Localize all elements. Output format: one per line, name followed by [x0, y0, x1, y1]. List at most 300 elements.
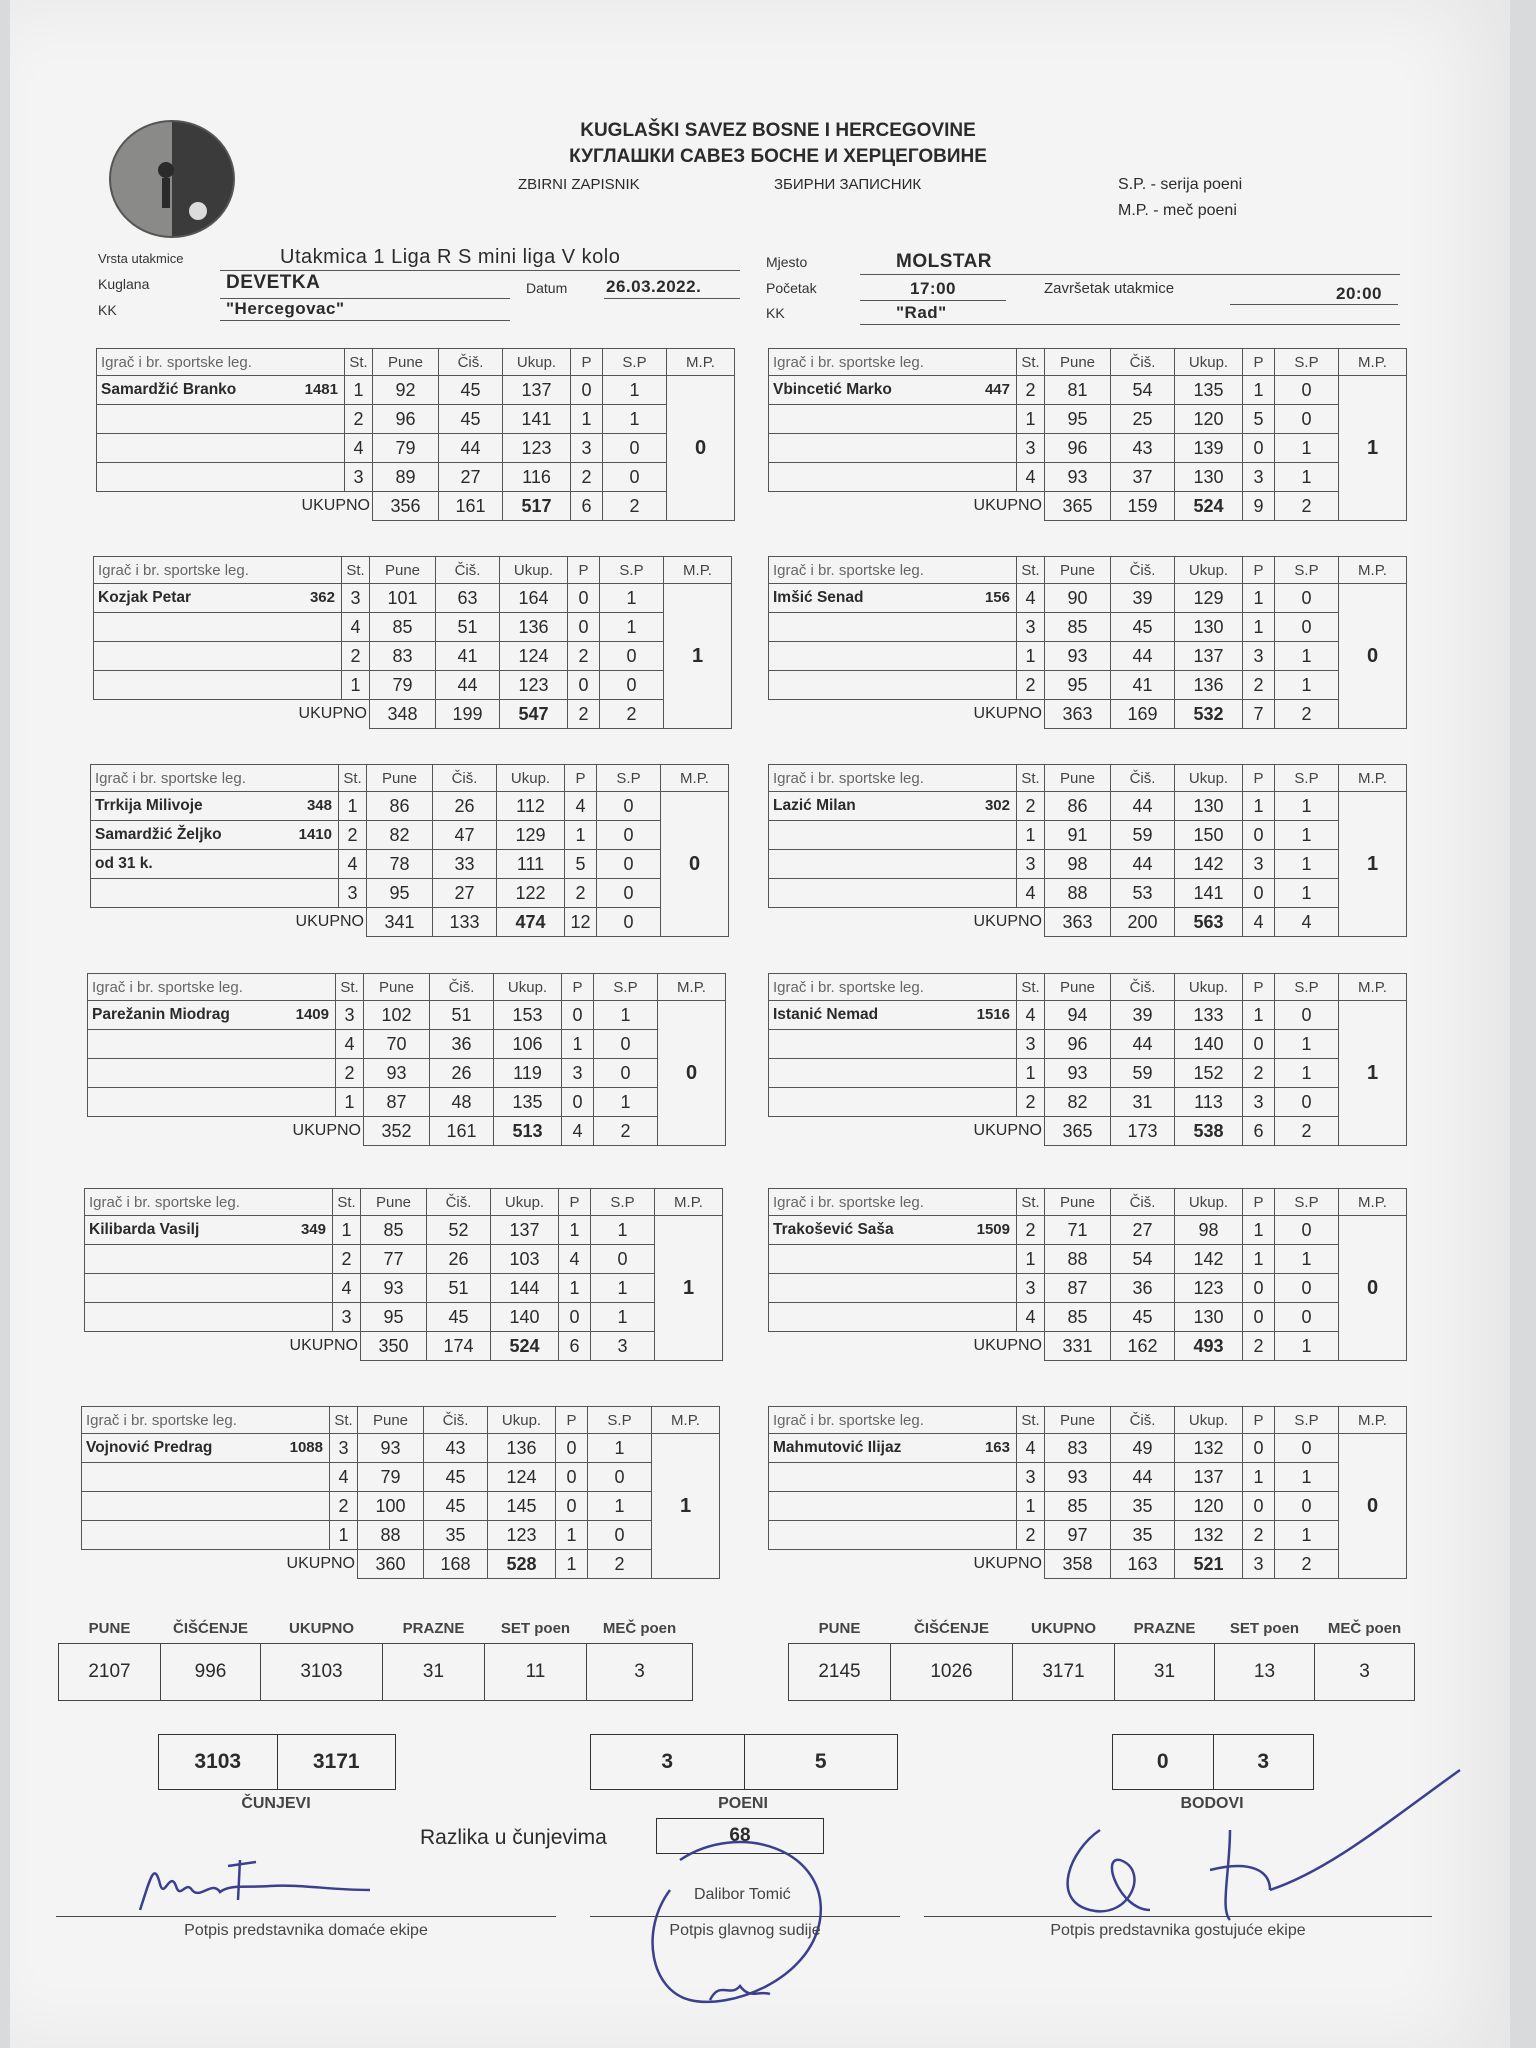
cell-ukupno: 140	[1175, 1030, 1243, 1059]
table-row	[85, 1216, 723, 1245]
total-pune: 352	[364, 1117, 430, 1146]
total-set-poen: 2	[1275, 1117, 1339, 1146]
cell-prazne: 0	[562, 1001, 594, 1030]
cell-ukupno: 142	[1175, 1245, 1243, 1274]
cell-lane: 2	[345, 405, 373, 434]
cell-set-poen: 1	[1275, 850, 1339, 879]
cell-set-poen: 1	[1275, 879, 1339, 908]
ukupno-label: UKUPNO	[769, 700, 1045, 729]
cell-pune: 79	[358, 1463, 424, 1492]
player-name-cell	[94, 671, 342, 700]
table-row	[97, 434, 735, 463]
cell-ukupno: 123	[1175, 1274, 1243, 1303]
cell-set-poen: 0	[591, 1245, 655, 1274]
cell-set-poen: 0	[1275, 1492, 1339, 1521]
match-point: 0	[667, 376, 735, 521]
kk-home-label: KK	[98, 302, 117, 318]
cell-set-poen: 1	[588, 1492, 652, 1521]
column-header-ukup: Ukup.	[491, 1189, 559, 1216]
table-row	[769, 1434, 1407, 1463]
zavrsetak-value: 20:00	[1336, 284, 1382, 303]
total-ukupno: 563	[1175, 908, 1243, 937]
cell-pune: 85	[370, 613, 436, 642]
cell-pune: 88	[1045, 1245, 1111, 1274]
cell-ciscenje: 51	[427, 1274, 491, 1303]
datum-label: Datum	[526, 280, 568, 296]
cell-set-poen: 0	[1275, 1303, 1339, 1332]
cell-prazne: 1	[1243, 1245, 1275, 1274]
column-header-cis: Čiš.	[1111, 765, 1175, 792]
cell-lane: 3	[1017, 434, 1045, 463]
away-player-table-3	[768, 764, 1407, 937]
away-sum-ciscenje: 1026	[891, 1644, 1013, 1701]
home-sum-prazne: 31	[383, 1644, 485, 1701]
cell-ciscenje: 41	[436, 642, 500, 671]
cell-prazne: 0	[1243, 434, 1275, 463]
cell-prazne: 3	[1243, 850, 1275, 879]
away-team: "Rad"	[896, 303, 947, 322]
column-header-player: Igrač i br. sportske leg.	[769, 765, 1017, 792]
cell-lane: 1	[339, 792, 367, 821]
player-name-cell	[769, 434, 1017, 463]
sum-head-ciscenje: ČIŠĆENJE	[913, 1620, 990, 1637]
bodovi-away: 3	[1213, 1735, 1314, 1789]
player-name-cell	[91, 821, 339, 850]
column-header-ukup: Ukup.	[1175, 1407, 1243, 1434]
cell-ukupno: 150	[1175, 821, 1243, 850]
subtitle-cyrillic: ЗБИРНИ ЗАПИСНИК	[774, 176, 922, 193]
cell-lane: 4	[1017, 1434, 1045, 1463]
column-header-p: P	[1243, 1189, 1275, 1216]
total-row	[85, 1332, 723, 1361]
table-row	[82, 1434, 720, 1463]
cell-set-poen: 1	[1275, 463, 1339, 492]
cell-ciscenje: 35	[1111, 1521, 1175, 1550]
cell-prazne: 0	[556, 1463, 588, 1492]
column-header-st: St.	[1017, 974, 1045, 1001]
total-prazne: 4	[1243, 908, 1275, 937]
column-header-pune: Pune	[370, 557, 436, 584]
column-header-pune: Pune	[361, 1189, 427, 1216]
table-row	[769, 1001, 1407, 1030]
cell-ciscenje: 39	[1111, 584, 1175, 613]
legend-mp: M.P. - meč poeni	[1118, 202, 1237, 219]
cell-pune: 100	[358, 1492, 424, 1521]
player-name-cell	[97, 376, 345, 405]
cell-prazne: 1	[556, 1521, 588, 1550]
cell-lane: 1	[1017, 405, 1045, 434]
player-name-cell	[88, 1001, 336, 1030]
cell-ukupno: 164	[500, 584, 568, 613]
poeni-box	[590, 1734, 898, 1790]
column-header-player: Igrač i br. sportske leg.	[769, 349, 1017, 376]
cell-ciscenje: 31	[1111, 1088, 1175, 1117]
column-header-cis: Čiš.	[439, 349, 503, 376]
total-row	[769, 492, 1407, 521]
cell-lane: 4	[342, 613, 370, 642]
cell-ciscenje: 44	[1111, 792, 1175, 821]
license-number: 1516	[976, 1006, 1010, 1023]
total-ukupno: 547	[500, 700, 568, 729]
cell-prazne: 1	[565, 821, 597, 850]
cell-ciscenje: 44	[439, 434, 503, 463]
column-header-st: St.	[333, 1189, 361, 1216]
column-header-p: P	[565, 765, 597, 792]
table-row	[91, 850, 729, 879]
total-ukupno: 493	[1175, 1332, 1243, 1361]
cell-prazne: 3	[562, 1059, 594, 1088]
column-header-p: P	[1243, 765, 1275, 792]
table-row	[94, 642, 732, 671]
ukupno-label: UKUPNO	[769, 908, 1045, 937]
cell-prazne: 0	[571, 376, 603, 405]
total-pune: 331	[1045, 1332, 1111, 1361]
cell-lane: 1	[342, 671, 370, 700]
license-number: 1088	[289, 1439, 323, 1456]
column-header-cis: Čiš.	[1111, 557, 1175, 584]
total-ukupno: 521	[1175, 1550, 1243, 1579]
cell-prazne: 1	[1243, 1001, 1275, 1030]
cell-set-poen: 0	[1275, 1216, 1339, 1245]
cell-ciscenje: 45	[1111, 1303, 1175, 1332]
cell-set-poen: 0	[603, 434, 667, 463]
cell-ukupno: 152	[1175, 1059, 1243, 1088]
table-row	[769, 613, 1407, 642]
cell-ciscenje: 41	[1111, 671, 1175, 700]
total-ukupno: 474	[497, 908, 565, 937]
sum-head-mec: MEČ poen	[602, 1620, 677, 1637]
player-name-cell	[769, 642, 1017, 671]
total-ukupno: 528	[488, 1550, 556, 1579]
cell-prazne: 1	[559, 1274, 591, 1303]
cell-set-poen: 1	[603, 405, 667, 434]
column-header-ukup: Ukup.	[1175, 974, 1243, 1001]
cell-lane: 4	[333, 1274, 361, 1303]
column-header-sp: S.P	[594, 974, 658, 1001]
cell-ciscenje: 45	[424, 1463, 488, 1492]
table-row	[769, 1463, 1407, 1492]
total-ciscenje: 161	[439, 492, 503, 521]
cell-ciscenje: 45	[1111, 613, 1175, 642]
player-name-cell	[91, 879, 339, 908]
cell-prazne: 0	[568, 613, 600, 642]
column-header-ukup: Ukup.	[1175, 1189, 1243, 1216]
cell-lane: 4	[330, 1463, 358, 1492]
cell-lane: 2	[1017, 1216, 1045, 1245]
total-row	[769, 700, 1407, 729]
sum-head-pune: PUNE	[88, 1620, 131, 1637]
player-name-cell	[769, 405, 1017, 434]
cell-prazne: 1	[1243, 1463, 1275, 1492]
home-summary-table	[58, 1620, 693, 1701]
cell-set-poen: 1	[588, 1434, 652, 1463]
cell-pune: 90	[1045, 584, 1111, 613]
total-set-poen: 2	[600, 700, 664, 729]
cell-lane: 2	[333, 1245, 361, 1274]
table-row	[769, 1492, 1407, 1521]
cell-ukupno: 137	[1175, 1463, 1243, 1492]
column-header-cis: Čiš.	[424, 1407, 488, 1434]
away-player-table-5	[768, 1188, 1407, 1361]
away-signature-line	[924, 1916, 1432, 1917]
cell-ukupno: 137	[1175, 642, 1243, 671]
player-name-cell	[769, 821, 1017, 850]
column-header-ukup: Ukup.	[497, 765, 565, 792]
column-header-pune: Pune	[1045, 765, 1111, 792]
cell-pune: 89	[373, 463, 439, 492]
column-header-ukup: Ukup.	[503, 349, 571, 376]
column-header-player: Igrač i br. sportske leg.	[94, 557, 342, 584]
cell-lane: 1	[1017, 1245, 1045, 1274]
cell-pune: 93	[358, 1434, 424, 1463]
cell-ciscenje: 51	[430, 1001, 494, 1030]
total-pune: 348	[370, 700, 436, 729]
cell-prazne: 4	[559, 1245, 591, 1274]
cell-pune: 93	[361, 1274, 427, 1303]
total-ukupno: 513	[494, 1117, 562, 1146]
column-header-sp: S.P	[1275, 1407, 1339, 1434]
column-header-st: St.	[1017, 557, 1045, 584]
player-name: Vbincetić Marko	[773, 381, 892, 398]
cell-ciscenje: 26	[433, 792, 497, 821]
total-pune: 360	[358, 1550, 424, 1579]
player-name: Mahmutović Ilijaz	[773, 1439, 902, 1456]
total-prazne: 12	[565, 908, 597, 937]
table-row	[97, 463, 735, 492]
player-name-cell	[85, 1274, 333, 1303]
column-header-player: Igrač i br. sportske leg.	[769, 1407, 1017, 1434]
column-header-pune: Pune	[1045, 349, 1111, 376]
total-pune: 363	[1045, 700, 1111, 729]
ukupno-label: UKUPNO	[769, 1332, 1045, 1361]
cell-ukupno: 136	[500, 613, 568, 642]
column-header-mp: M.P.	[1339, 1189, 1407, 1216]
cell-ukupno: 136	[488, 1434, 556, 1463]
column-header-ukup: Ukup.	[1175, 557, 1243, 584]
cell-pune: 93	[1045, 1059, 1111, 1088]
score-sheet	[10, 0, 1510, 2048]
total-prazne: 7	[1243, 700, 1275, 729]
cell-ukupno: 133	[1175, 1001, 1243, 1030]
player-name-cell	[769, 879, 1017, 908]
cell-ukupno: 132	[1175, 1521, 1243, 1550]
player-name-cell	[82, 1521, 330, 1550]
table-row	[769, 1088, 1407, 1117]
cell-pune: 102	[364, 1001, 430, 1030]
column-header-p: P	[556, 1407, 588, 1434]
cell-ukupno: 145	[488, 1492, 556, 1521]
cell-lane: 3	[1017, 1463, 1045, 1492]
cell-lane: 3	[1017, 850, 1045, 879]
column-header-sp: S.P	[1275, 557, 1339, 584]
cell-ukupno: 139	[1175, 434, 1243, 463]
total-pune: 350	[361, 1332, 427, 1361]
column-header-mp: M.P.	[1339, 1407, 1407, 1434]
license-number: 1481	[304, 381, 338, 398]
cell-prazne: 0	[1243, 1274, 1275, 1303]
razlika-label: Razlika u čunjevima	[420, 1826, 607, 1849]
column-header-cis: Čiš.	[1111, 1189, 1175, 1216]
column-header-ukup: Ukup.	[1175, 765, 1243, 792]
kk-away-label: KK	[766, 305, 785, 321]
cell-ciscenje: 47	[433, 821, 497, 850]
column-header-st: St.	[1017, 349, 1045, 376]
total-prazne: 3	[1243, 1550, 1275, 1579]
home-signature-caption: Potpis predstavnika domaće ekipe	[184, 1922, 428, 1939]
column-header-sp: S.P	[1275, 349, 1339, 376]
match-point: 1	[652, 1434, 720, 1579]
cell-set-poen: 0	[597, 792, 661, 821]
referee-name: Dalibor Tomić	[694, 1886, 791, 1903]
player-name-cell	[769, 1463, 1017, 1492]
license-number: 362	[309, 589, 335, 606]
cell-set-poen: 0	[1275, 1274, 1339, 1303]
cell-lane: 2	[330, 1492, 358, 1521]
table-row	[769, 1303, 1407, 1332]
cell-set-poen: 0	[1275, 376, 1339, 405]
table-row	[769, 1059, 1407, 1088]
cell-set-poen: 0	[597, 821, 661, 850]
cell-ukupno: 122	[497, 879, 565, 908]
player-name: Vojnović Predrag	[86, 1439, 213, 1456]
column-header-sp: S.P	[603, 349, 667, 376]
cell-lane: 1	[1017, 821, 1045, 850]
match-point: 0	[661, 792, 729, 937]
column-header-pune: Pune	[1045, 1407, 1111, 1434]
cell-ukupno: 124	[500, 642, 568, 671]
cell-prazne: 1	[571, 405, 603, 434]
table-row	[769, 1030, 1407, 1059]
cell-pune: 82	[367, 821, 433, 850]
total-ciscenje: 162	[1111, 1332, 1175, 1361]
cunjevi-box	[158, 1734, 396, 1790]
cell-set-poen: 0	[1275, 1001, 1339, 1030]
cell-pune: 79	[370, 671, 436, 700]
bodovi-home: 0	[1156, 1750, 1169, 1773]
cell-lane: 2	[1017, 792, 1045, 821]
total-ciscenje: 133	[433, 908, 497, 937]
column-header-mp: M.P.	[1339, 557, 1407, 584]
table-row	[769, 1274, 1407, 1303]
column-header-player: Igrač i br. sportske leg.	[769, 557, 1017, 584]
cell-pune: 101	[370, 584, 436, 613]
cell-pune: 93	[364, 1059, 430, 1088]
cell-lane: 2	[1017, 376, 1045, 405]
cell-pune: 81	[1045, 376, 1111, 405]
referee-signature-line	[590, 1916, 900, 1917]
cell-lane: 4	[336, 1030, 364, 1059]
cell-pune: 77	[361, 1245, 427, 1274]
cell-prazne: 0	[1243, 1492, 1275, 1521]
mjesto-label: Mjesto	[766, 254, 808, 270]
player-name: Kozjak Petar	[98, 589, 192, 606]
cell-lane: 2	[342, 642, 370, 671]
cell-pune: 98	[1045, 850, 1111, 879]
home-signature-line	[56, 1916, 556, 1917]
cell-pune: 86	[1045, 792, 1111, 821]
cell-pune: 85	[361, 1216, 427, 1245]
cell-pune: 82	[1045, 1088, 1111, 1117]
player-name-cell	[85, 1216, 333, 1245]
away-sum-pune: 2145	[789, 1644, 891, 1701]
total-ciscenje: 163	[1111, 1550, 1175, 1579]
player-name-cell	[769, 376, 1017, 405]
cell-lane: 3	[345, 463, 373, 492]
cell-ukupno: 103	[491, 1245, 559, 1274]
license-number: 156	[984, 589, 1010, 606]
column-header-pune: Pune	[1045, 557, 1111, 584]
title-latin: KUGLAŠKI SAVEZ BOSNE I HERCEGOVINE	[580, 120, 976, 141]
player-name-cell	[88, 1059, 336, 1088]
home-player-table-2	[93, 556, 732, 729]
cell-set-poen: 0	[597, 850, 661, 879]
table-row	[769, 821, 1407, 850]
column-header-cis: Čiš.	[1111, 1407, 1175, 1434]
ukupno-label: UKUPNO	[769, 1550, 1045, 1579]
cell-ciscenje: 36	[430, 1030, 494, 1059]
column-header-ukup: Ukup.	[488, 1407, 556, 1434]
cell-ciscenje: 37	[1111, 463, 1175, 492]
player-name: Trrkija Milivoje	[95, 797, 203, 814]
cell-lane: 4	[339, 850, 367, 879]
sum-head-set: SET poen	[500, 1620, 571, 1637]
ukupno-label: UKUPNO	[85, 1332, 361, 1361]
column-header-mp: M.P.	[1339, 349, 1407, 376]
cell-pune: 96	[1045, 1030, 1111, 1059]
cell-prazne: 3	[1243, 642, 1275, 671]
cell-prazne: 2	[571, 463, 603, 492]
cell-pune: 91	[1045, 821, 1111, 850]
cell-ciscenje: 27	[1111, 1216, 1175, 1245]
cell-pune: 85	[1045, 613, 1111, 642]
total-set-poen: 2	[1275, 700, 1339, 729]
column-header-sp: S.P	[597, 765, 661, 792]
match-point: 0	[1339, 1434, 1407, 1579]
cell-prazne: 0	[556, 1434, 588, 1463]
home-sum-ciscenje: 996	[161, 1644, 261, 1701]
column-header-st: St.	[339, 765, 367, 792]
cell-ukupno: 112	[497, 792, 565, 821]
cell-ciscenje: 45	[439, 376, 503, 405]
column-header-sp: S.P	[1275, 1189, 1339, 1216]
table-row	[88, 1030, 726, 1059]
total-set-poen: 2	[594, 1117, 658, 1146]
match-point: 1	[1339, 792, 1407, 937]
cell-lane: 4	[1017, 463, 1045, 492]
cell-set-poen: 1	[1275, 1030, 1339, 1059]
cell-ukupno: 153	[494, 1001, 562, 1030]
column-header-mp: M.P.	[664, 557, 732, 584]
match-point: 1	[1339, 1001, 1407, 1146]
cell-prazne: 0	[568, 584, 600, 613]
column-header-st: St.	[336, 974, 364, 1001]
cell-prazne: 1	[1243, 1216, 1275, 1245]
home-team: "Hercegovac"	[226, 299, 345, 318]
cell-lane: 2	[336, 1059, 364, 1088]
cell-pune: 87	[364, 1088, 430, 1117]
total-pune: 358	[1045, 1550, 1111, 1579]
total-ukupno: 517	[503, 492, 571, 521]
player-name: Lazić Milan	[773, 797, 856, 814]
cell-set-poen: 1	[600, 584, 664, 613]
column-header-p: P	[1243, 1407, 1275, 1434]
table-row	[82, 1492, 720, 1521]
table-row	[769, 879, 1407, 908]
column-header-pune: Pune	[358, 1407, 424, 1434]
cell-ukupno: 113	[1175, 1088, 1243, 1117]
cunjevi-label: ČUNJEVI	[241, 1795, 311, 1812]
total-prazne: 2	[1243, 1332, 1275, 1361]
